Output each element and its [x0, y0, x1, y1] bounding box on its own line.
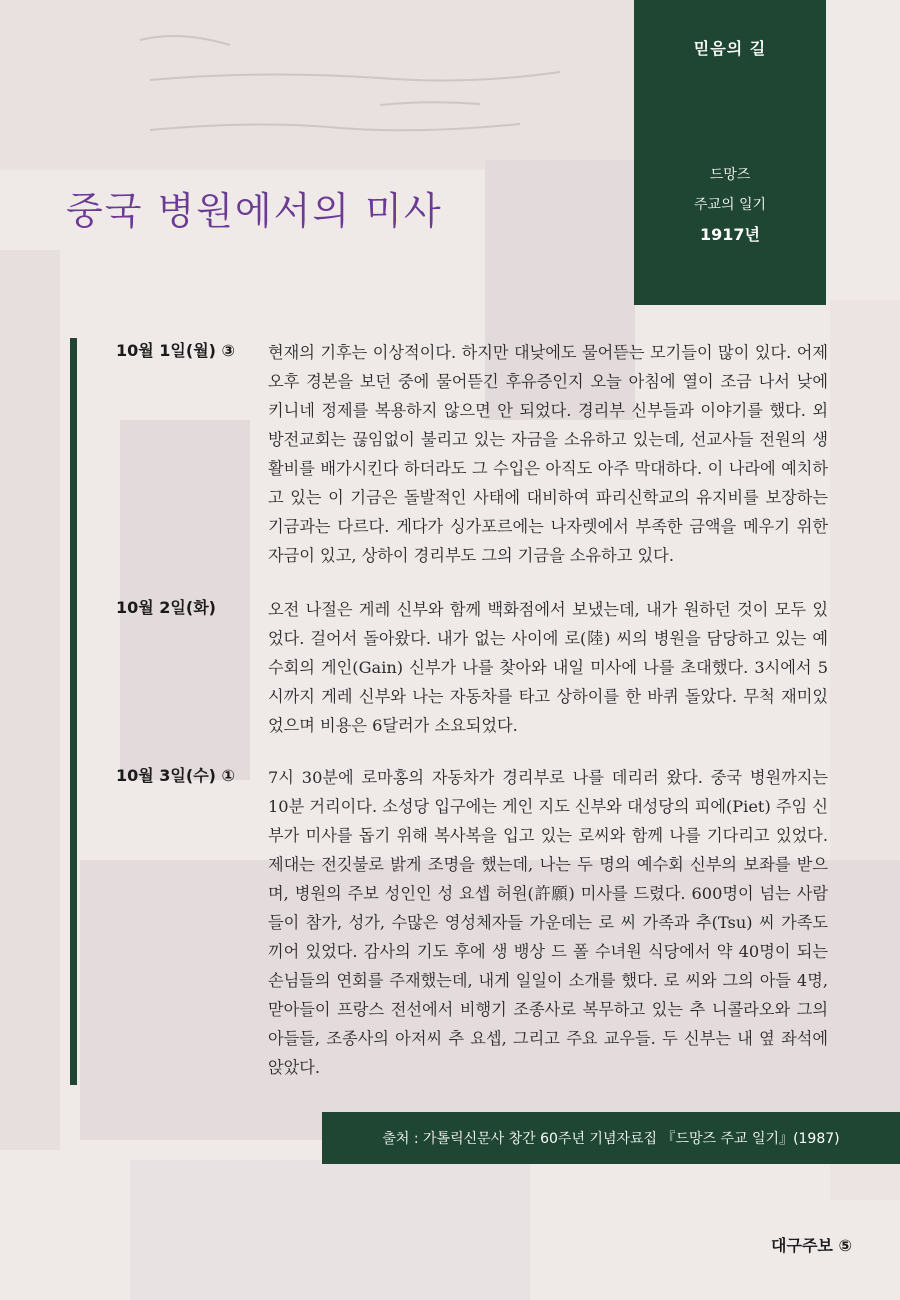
source-citation	[322, 1112, 900, 1164]
series-label-panel	[634, 0, 826, 305]
series-year: 1917년	[700, 225, 760, 244]
entry-date: 10월 2일(화)	[116, 598, 216, 617]
series-author: 드망즈	[709, 167, 751, 183]
section-name: 믿음의 길	[693, 39, 767, 58]
entry-date: 10월 3일(수) ①	[116, 766, 236, 785]
accent-bar	[70, 338, 77, 1085]
source-text: 출처 : 가톨릭신문사 창간 60주년 기념자료집 『드망즈 주교 일기』(1987)	[382, 1131, 840, 1147]
entry-text: 현재의 기후는 이상적이다. 하지만 대낮에도 물어뜯는 모기들이 많이 있다. 어제 오후 경본을 보던 중에 물어뜯긴 후유증인지 오늘 아침에 열이 조금 나서 낮에 키니네 정제를 복용하지 않으면 안 되었다. 경리부 신부들과 이야기를 했다. 외방전교회는 끊임없이 불리고 있는 자금을 소유하고 있는데, 선교사들 전원의 생활비를 배가시킨다 하더라도 그 수입은 아직도 아주 막대하다. 이 나라에 예치하고 있는 이 기금은 돌발적인 사태에 대비하여 파리신학교의 유지비를 보장하는 기금과는 다르다. 게다가 싱가포르에는 나자렛에서 부족한 금액을 메우기 위한 자금이 있고, 상하이 경리부도 그의 기금을 소유하고 있다.	[268, 343, 828, 565]
page-footer: 대구주보 ⑤	[771, 1236, 852, 1255]
entry-text: 오전 나절은 게레 신부와 함께 백화점에서 보냈는데, 내가 원하던 것이 모두 있었다. 걸어서 돌아왔다. 내가 없는 사이에 로(陸) 씨의 병원을 담당하고 있는 예수회의 게인(Gain) 신부가 나를 찾아와 내일 미사에 나를 초대했다. 3시에서 5시까지 게레 신부와 나는 자동차를 타고 상하이를 한 바퀴 돌았다. 무척 재미있었으며 비용은 6달러가 소요되었다.	[268, 600, 828, 735]
page-title: 중국 병원에서의 미사	[66, 189, 443, 233]
entry-date: 10월 1일(월) ③	[116, 341, 236, 360]
series-title: 주교의 일기	[693, 197, 767, 213]
entry-text: 7시 30분에 로마홍의 자동차가 경리부로 나를 데리러 왔다. 중국 병원까지는 10분 거리이다. 소성당 입구에는 게인 지도 신부와 대성당의 피에(Piet) 주임 신부가 미사를 돕기 위해 복사복을 입고 있는 로씨와 함께 나를 기다리고 있었다. 제대는 전깃불로 밝게 조명을 했는데, 나는 두 명의 예수회 신부의 보좌를 받으며, 병원의 주보 성인인 성 요셉 허원(許願) 미사를 드렸다. 600명이 넘는 사람들이 참가, 성가, 수많은 영성체자들 가운데는 로 씨 가족과 추(Tsu) 씨 가족도 끼어 있었다. 감사의 기도 후에 생 뱅상 드 폴 수녀원 식당에서 약 40명이 되는 손님들의 연회를 주재했는데, 내게 일일이 소개를 했다. 로 씨와 그의 아들 4명, 맏아들이 프랑스 전선에서 비행기 조종사로 복무하고 있는 추 니콜라오와 그의 아들들, 조종사의 아저씨 추 요셉, 그리고 주요 교우들. 두 신부는 내 옆 좌석에 앉았다.	[268, 768, 828, 1077]
